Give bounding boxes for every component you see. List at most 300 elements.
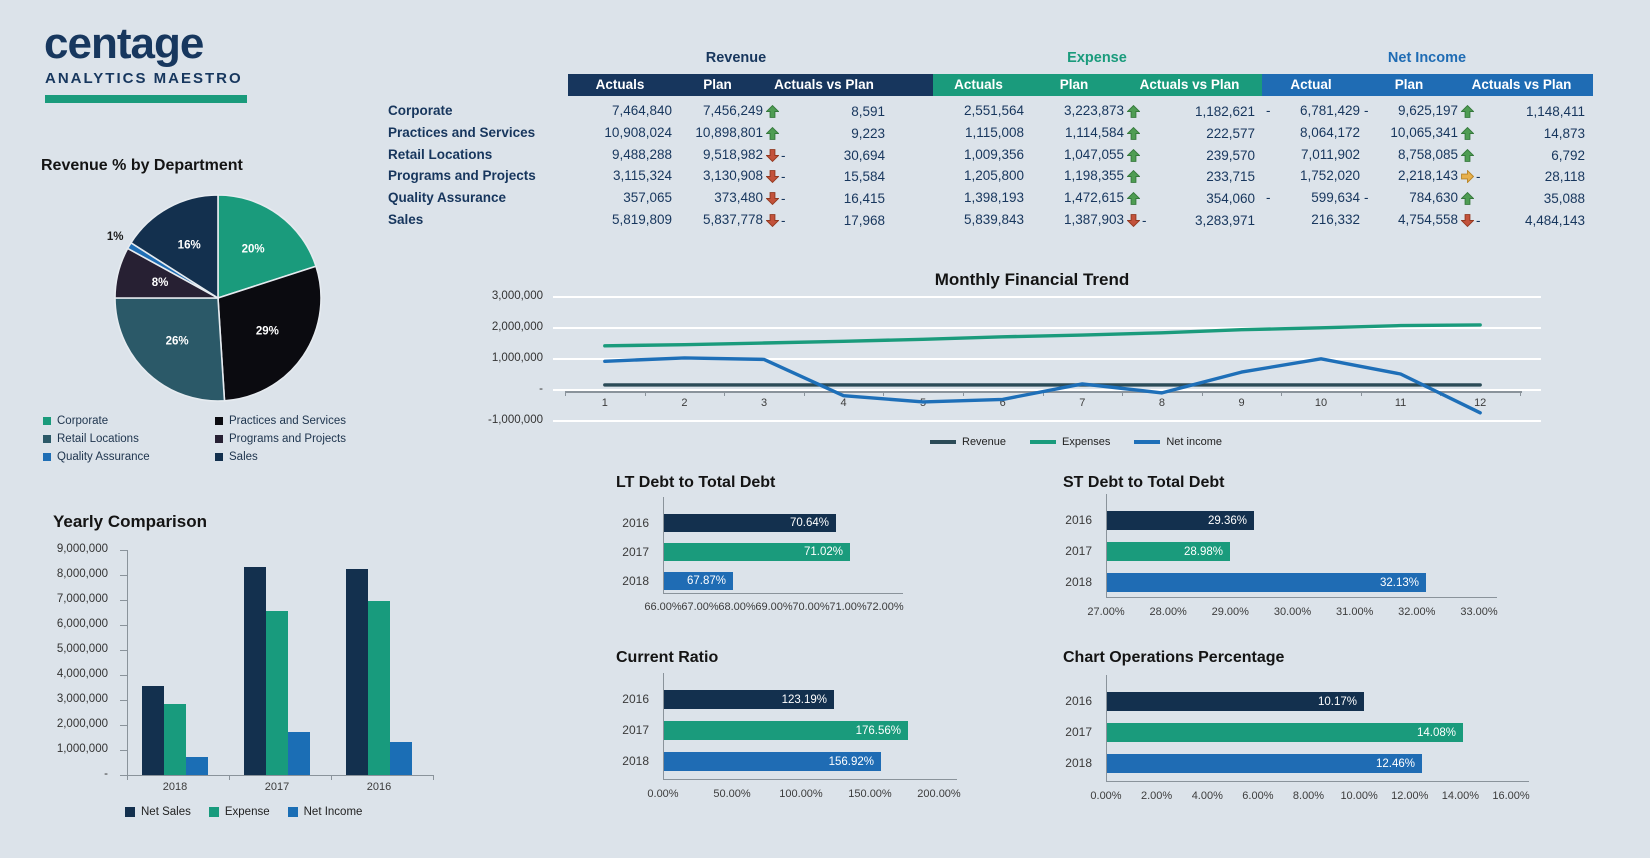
variance-value: 222,577 <box>1206 125 1255 141</box>
lt_debt_to_total_debt-year-label: 2017 <box>622 545 649 559</box>
x-axis-month-label: 8 <box>1158 397 1165 409</box>
pie-data-label: 8% <box>151 277 169 290</box>
legend-label: Sales <box>229 451 258 463</box>
legend-swatch <box>215 435 223 443</box>
lt_debt_to_total_debt-year-label: 2018 <box>622 574 649 588</box>
chart_operations_percentage-x-axis-tick-label: 2.00% <box>1140 790 1173 802</box>
actual-value: 1,205,800 <box>963 168 1024 183</box>
legend-line-swatch <box>1030 440 1056 444</box>
plan-value: 3,223,873 <box>1063 103 1124 118</box>
table-group-title-expense: Expense <box>1067 50 1127 66</box>
cell-actuals-vs-plan <box>766 209 885 231</box>
arrow-down-icon <box>766 170 779 183</box>
cell-actuals-vs-plan <box>1461 187 1585 209</box>
chart_operations_percentage-bar-2018 <box>1107 754 1422 773</box>
cell-actual <box>568 100 672 122</box>
variance-value: 8,591 <box>851 103 885 119</box>
variance-value: 6,792 <box>1551 147 1585 163</box>
arrow-up-icon <box>1461 105 1474 118</box>
cell-actual <box>933 100 1024 122</box>
bar-net-sales-2016 <box>346 569 368 775</box>
bar-expense-2016 <box>368 601 390 775</box>
lt_debt_to_total_debt-x-axis-tick-label: 66.00% <box>644 601 682 613</box>
variance-icon-wrap <box>766 214 781 227</box>
cell-plan <box>672 122 763 144</box>
plan-value: 1,114,584 <box>1064 125 1124 140</box>
variance-icon-wrap <box>1127 149 1142 162</box>
bar-data-label: 70.64% <box>789 517 829 529</box>
variance-value: 30,694 <box>843 147 885 163</box>
negative-sign: - <box>1266 190 1271 205</box>
arrow-down-icon <box>766 149 779 162</box>
bar-net-income-2018 <box>186 757 208 775</box>
negative-sign: - <box>1476 212 1481 228</box>
actual-value: 7,011,902 <box>1300 147 1360 162</box>
current-ratio-chart-title: Current Ratio <box>616 649 719 666</box>
st_debt_to_total_debt-x-axis-tick-label: 27.00% <box>1087 606 1125 618</box>
cell-actuals-vs-plan <box>1461 165 1585 187</box>
lt_debt_to_total_debt-x-axis-tick-label: 69.00% <box>755 601 793 613</box>
current_ratio-bar-2017 <box>664 721 908 740</box>
st_debt_to_total_debt-year-label: 2016 <box>1065 513 1092 527</box>
arrow-up-icon <box>766 127 779 140</box>
bar-expense-2017 <box>266 611 288 775</box>
cell-plan <box>1360 165 1458 187</box>
actual-value: 3,115,324 <box>612 168 672 183</box>
variance-icon-wrap <box>766 192 781 205</box>
lt_debt_to_total_debt-x-axis-tick-label: 72.00% <box>866 601 904 613</box>
x-axis-month-label: 2 <box>681 397 688 409</box>
chart_operations_percentage-x-axis-tick-label: 12.00% <box>1391 790 1429 802</box>
legend-label: Retail Locations <box>57 433 139 445</box>
cell-actuals-vs-plan <box>766 165 885 187</box>
st_debt_to_total_debt-x-axis-tick-label: 28.00% <box>1149 606 1187 618</box>
legend-swatch <box>43 435 51 443</box>
x-axis-tick <box>229 775 230 780</box>
y-axis-line <box>127 550 128 775</box>
cell-plan <box>672 144 763 166</box>
cell-plan <box>1360 144 1458 166</box>
actual-value: 5,819,809 <box>611 212 672 227</box>
current_ratio-x-axis-line <box>663 779 957 780</box>
cell-actual <box>933 165 1024 187</box>
pie-data-label: 16% <box>177 239 201 252</box>
negative-sign: - <box>1142 212 1147 228</box>
cell-plan <box>1024 122 1124 144</box>
arrow-up-icon <box>1127 192 1140 205</box>
arrow-up-icon <box>1127 149 1140 162</box>
bar-data-label: 32.13% <box>1379 576 1419 589</box>
cell-plan <box>1360 100 1458 122</box>
lt_debt_to_total_debt-year-label: 2016 <box>622 516 649 530</box>
cell-actual <box>933 122 1024 144</box>
plan-value: 9,625,197 <box>1397 103 1458 118</box>
current_ratio-year-label: 2018 <box>622 754 649 768</box>
cell-plan <box>1024 209 1124 231</box>
bar-data-label: 67.87% <box>686 575 726 587</box>
plan-value: 1,387,903 <box>1063 212 1124 227</box>
variance-icon-wrap <box>1461 214 1476 227</box>
column-header-plan: Plan <box>1394 77 1424 92</box>
plan-value: 5,837,778 <box>702 212 763 227</box>
negative-sign: - <box>1476 168 1481 184</box>
y-axis-tick-label: 2,000,000 <box>56 718 108 730</box>
variance-value: 17,968 <box>843 212 885 228</box>
variance-value: 1,148,411 <box>1525 103 1585 119</box>
variance-icon-wrap <box>1461 192 1476 205</box>
x-axis-month-label: 1 <box>601 397 608 409</box>
st_debt_to_total_debt-bar-2016 <box>1107 511 1254 530</box>
variance-icon-wrap <box>1127 170 1142 183</box>
st_debt_to_total_debt-x-axis-tick-label: 32.00% <box>1398 606 1436 618</box>
trend-legend-item <box>1134 436 1222 448</box>
pie-legend-item <box>215 415 346 427</box>
x-axis-tick <box>433 775 434 780</box>
x-axis-line <box>127 775 433 776</box>
plan-value: 4,754,558 <box>1397 212 1458 227</box>
cell-actuals-vs-plan <box>1127 122 1255 144</box>
y-axis-tick <box>120 725 127 726</box>
actual-value: 5,839,843 <box>963 212 1024 227</box>
y-axis-tick <box>120 775 127 776</box>
cell-actuals-vs-plan <box>766 187 885 209</box>
actual-value: 1,398,193 <box>963 190 1024 205</box>
variance-icon-wrap <box>766 170 781 183</box>
cell-plan <box>1024 144 1124 166</box>
y-axis-tick <box>120 625 127 626</box>
cell-plan <box>672 209 763 231</box>
current_ratio-x-axis-tick-label: 0.00% <box>647 788 679 800</box>
chart_operations_percentage-x-axis-tick-label: 10.00% <box>1340 790 1378 802</box>
negative-sign: - <box>781 190 786 206</box>
variance-icon-wrap <box>1461 149 1476 162</box>
plan-value: 7,456,249 <box>702 103 763 118</box>
chart_operations_percentage-x-axis-tick-label: 0.00% <box>1090 790 1122 802</box>
trend-series-expenses <box>605 325 1480 346</box>
actual-value: 9,488,288 <box>611 147 672 162</box>
variance-value: 354,060 <box>1206 190 1255 206</box>
negative-sign: - <box>781 147 786 163</box>
x-axis-tick <box>127 775 128 780</box>
actual-value: 216,332 <box>1311 212 1360 227</box>
cell-actual <box>568 187 672 209</box>
x-axis-month-label: 4 <box>840 397 847 409</box>
y-axis-tick-label: 7,000,000 <box>56 593 108 605</box>
column-header-actuals-vs-plan: Actuals vs Plan <box>1139 77 1240 92</box>
cell-actuals-vs-plan <box>1127 187 1255 209</box>
lt_debt_to_total_debt-x-axis-tick-label: 71.00% <box>829 601 867 613</box>
cell-actual <box>568 144 672 166</box>
legend-label: Net Income <box>303 806 363 818</box>
trend-legend-item <box>930 436 1006 448</box>
cell-actuals-vs-plan <box>1127 144 1255 166</box>
variance-icon-wrap <box>766 149 781 162</box>
cell-actuals-vs-plan <box>1127 209 1255 231</box>
pie-legend-item <box>43 415 108 427</box>
cell-actual <box>568 165 672 187</box>
lt_debt_to_total_debt-x-axis-line <box>663 593 903 594</box>
x-axis-month-label: 3 <box>760 397 768 409</box>
table-row-name: Retail Locations <box>388 147 493 162</box>
pie-data-label: 29% <box>255 325 279 338</box>
plan-value: 373,480 <box>714 190 763 205</box>
current_ratio-year-label: 2017 <box>622 723 649 737</box>
y-axis-tick-label: - <box>104 768 108 780</box>
pie-data-label: 26% <box>165 335 189 348</box>
cell-actual <box>1262 209 1360 231</box>
cell-actuals-vs-plan <box>1461 144 1585 166</box>
x-axis-month-label: 6 <box>999 397 1006 409</box>
bar-data-label: 71.02% <box>803 546 843 558</box>
chart_operations_percentage-bar-2017 <box>1107 723 1463 742</box>
legend-label: Net income <box>1166 436 1222 448</box>
pie-legend-item <box>215 433 346 445</box>
st_debt_to_total_debt-x-axis-tick-label: 31.00% <box>1336 606 1374 618</box>
actual-value: 2,551,564 <box>963 103 1024 118</box>
cell-actuals-vs-plan <box>1127 165 1255 187</box>
bar-net-income-2016 <box>390 742 412 775</box>
lt-debt-chart-title: LT Debt to Total Debt <box>616 474 776 491</box>
plan-value: 10,898,801 <box>695 125 763 140</box>
cell-actuals-vs-plan <box>766 144 885 166</box>
st_debt_to_total_debt-bar-2017 <box>1107 542 1230 561</box>
bar-data-label: 10.17% <box>1317 695 1357 708</box>
st_debt_to_total_debt-x-axis-tick-label: 30.00% <box>1273 606 1312 618</box>
y-axis-tick-label: 6,000,000 <box>56 618 108 630</box>
legend-label: Programs and Projects <box>229 433 346 445</box>
bar-expense-2018 <box>164 704 186 775</box>
legend-line-swatch <box>930 440 956 444</box>
y-axis-tick-label: 3,000,000 <box>491 289 543 302</box>
lt_debt_to_total_debt-bar-2018 <box>664 572 733 590</box>
negative-sign: - <box>1266 103 1271 118</box>
y-axis-tick-label: 3,000,000 <box>56 693 108 705</box>
lt_debt_to_total_debt-x-axis-tick-label: 67.00% <box>681 601 719 613</box>
y-axis-tick-label: 2,000,000 <box>491 320 543 333</box>
y-axis-tick <box>120 550 127 551</box>
cell-plan <box>1024 187 1124 209</box>
table-row-name: Quality Assurance <box>388 190 507 205</box>
st-debt-chart-title: ST Debt to Total Debt <box>1063 474 1225 491</box>
x-axis-month-label: 9 <box>1238 397 1245 409</box>
variance-icon-wrap <box>1127 105 1142 118</box>
plan-value: 1,047,055 <box>1063 147 1124 162</box>
brand-name: centage <box>44 19 204 68</box>
negative-sign: - <box>1364 103 1369 118</box>
legend-swatch <box>125 807 135 817</box>
plan-value: 784,630 <box>1409 190 1458 205</box>
arrow-up-icon <box>1127 105 1140 118</box>
cell-actuals-vs-plan <box>766 122 885 144</box>
bar-data-label: 123.19% <box>781 693 827 706</box>
x-axis-tick <box>331 775 332 780</box>
cell-actual <box>568 122 672 144</box>
arrow-up-icon <box>766 105 779 118</box>
pie-data-label: 20% <box>241 243 265 256</box>
chart_operations_percentage-x-axis-tick-label: 6.00% <box>1242 790 1274 802</box>
current_ratio-bar-2016 <box>664 690 834 709</box>
y-axis-tick <box>120 575 127 576</box>
cell-plan <box>1360 122 1458 144</box>
y-axis-tick-label: - <box>539 382 543 395</box>
legend-label: Expenses <box>1062 436 1111 448</box>
y-axis-tick <box>120 675 127 676</box>
x-axis-month-label: 12 <box>1474 397 1487 409</box>
table-row-name: Corporate <box>388 103 453 118</box>
chart_operations_percentage-bar-2016 <box>1107 692 1364 711</box>
cell-actuals-vs-plan <box>1127 100 1255 122</box>
y-axis-tick-label: -1,000,000 <box>488 413 543 426</box>
legend-label: Net Sales <box>141 806 191 818</box>
chart_operations_percentage-x-axis-tick-label: 8.00% <box>1292 790 1325 802</box>
st_debt_to_total_debt-x-axis-tick-label: 29.00% <box>1211 606 1249 618</box>
yearly-legend-item <box>209 806 270 818</box>
variance-icon-wrap <box>1127 214 1142 227</box>
bar-data-label: 12.46% <box>1375 757 1415 770</box>
brand-underline <box>45 95 247 103</box>
arrow-down-icon <box>1127 214 1140 227</box>
legend-swatch <box>288 807 298 817</box>
table-group-title-net-income: Net Income <box>1387 50 1467 66</box>
bar-data-label: 176.56% <box>855 724 901 737</box>
st_debt_to_total_debt-x-axis-tick-label: 33.00% <box>1460 606 1498 618</box>
pie-chart-title: Revenue % by Department <box>41 157 243 174</box>
variance-icon-wrap <box>1461 105 1476 118</box>
arrow-up-icon <box>1127 127 1140 140</box>
variance-value: 15,584 <box>843 168 885 184</box>
chart_operations_percentage-year-label: 2018 <box>1065 756 1092 770</box>
column-header-plan: Plan <box>703 77 732 92</box>
variance-value: 28,118 <box>1544 168 1585 184</box>
y-axis-tick <box>120 750 127 751</box>
current_ratio-x-axis-tick-label: 150.00% <box>848 788 892 800</box>
current_ratio-x-axis-tick-label: 100.00% <box>779 788 823 800</box>
st_debt_to_total_debt-x-axis-line <box>1106 597 1497 598</box>
table-row-name: Programs and Projects <box>388 168 536 183</box>
operations-chart-title: Chart Operations Percentage <box>1063 649 1285 666</box>
negative-sign: - <box>781 212 786 228</box>
trend-lines <box>550 275 1550 435</box>
lt_debt_to_total_debt-x-axis-tick-label: 68.00% <box>718 601 756 613</box>
pie-legend-item <box>43 451 150 463</box>
chart_operations_percentage-x-axis-tick-label: 14.00% <box>1441 790 1480 802</box>
trend-legend <box>930 436 1222 448</box>
variance-icon-wrap <box>1461 170 1476 183</box>
bar-net-sales-2017 <box>244 567 266 775</box>
actual-value: 599,634 <box>1311 190 1360 205</box>
pie-chart <box>106 192 324 404</box>
cell-actual <box>568 209 672 231</box>
bar-data-label: 156.92% <box>828 755 874 768</box>
chart_operations_percentage-x-axis-tick-label: 16.00% <box>1492 790 1530 802</box>
column-header-plan: Plan <box>1059 77 1089 92</box>
y-axis-tick-label: 5,000,000 <box>56 643 108 655</box>
table-row-name: Practices and Services <box>388 125 536 140</box>
table-row-name: Sales <box>388 212 424 227</box>
cell-plan <box>672 187 763 209</box>
x-axis-category-label: 2017 <box>264 781 290 793</box>
st_debt_to_total_debt-year-label: 2017 <box>1065 544 1092 558</box>
current_ratio-x-axis-tick-label: 200.00% <box>917 788 961 800</box>
column-header-actuals-vs-plan: Actuals vs Plan <box>774 77 874 92</box>
yearly-legend-item <box>125 806 191 818</box>
arrow-down-icon <box>766 214 779 227</box>
arrow-down-icon <box>766 192 779 205</box>
yearly-legend <box>125 806 362 818</box>
plan-value: 1,472,615 <box>1063 190 1124 205</box>
cell-actuals-vs-plan <box>1461 122 1585 144</box>
plan-value: 8,758,085 <box>1397 147 1458 162</box>
legend-swatch <box>43 453 51 461</box>
cell-plan <box>1024 100 1124 122</box>
variance-value: 233,715 <box>1206 168 1255 184</box>
variance-value: 16,415 <box>843 190 885 206</box>
pie-legend-item <box>43 433 139 445</box>
cell-plan <box>672 165 763 187</box>
actual-value: 6,781,429 <box>1299 103 1360 118</box>
bar-data-label: 28.98% <box>1183 545 1223 558</box>
variance-icon-wrap <box>766 105 781 118</box>
plan-value: 10,065,341 <box>1390 125 1458 140</box>
current_ratio-x-axis-tick-label: 50.00% <box>713 788 751 800</box>
legend-label: Revenue <box>962 436 1007 448</box>
chart_operations_percentage-year-label: 2017 <box>1065 725 1092 739</box>
cell-actual <box>1262 187 1360 209</box>
legend-label: Expense <box>224 806 270 818</box>
arrow-up-icon <box>1461 127 1474 140</box>
yearly-chart-title: Yearly Comparison <box>53 512 208 531</box>
cell-actual <box>1262 122 1360 144</box>
variance-value: 239,570 <box>1206 147 1255 163</box>
x-axis-category-label: 2016 <box>366 781 392 793</box>
cell-plan <box>1360 209 1458 231</box>
negative-sign: - <box>781 168 786 184</box>
bar-net-income-2017 <box>288 732 310 775</box>
brand-tagline: ANALYTICS MAESTRO <box>45 70 243 87</box>
column-header-actual: Actual <box>1290 77 1332 92</box>
x-axis-month-label: 10 <box>1314 397 1328 409</box>
actual-value: 357,065 <box>623 190 672 205</box>
chart_operations_percentage-x-axis-line <box>1106 781 1529 782</box>
pie-data-label: 1% <box>106 231 124 244</box>
x-axis-category-label: 2018 <box>162 781 188 793</box>
variance-value: 3,283,971 <box>1194 212 1255 228</box>
pie-slice-retail-locations <box>115 298 225 401</box>
current_ratio-bar-2018 <box>664 752 881 771</box>
variance-icon-wrap <box>1127 127 1142 140</box>
lt_debt_to_total_debt-x-axis-tick-label: 70.00% <box>792 601 830 613</box>
trend-legend-item <box>1030 436 1110 448</box>
legend-label: Practices and Services <box>229 415 346 427</box>
arrow-right-icon <box>1461 170 1474 183</box>
centage-logo <box>38 19 253 110</box>
cell-actual <box>1262 100 1360 122</box>
cell-actual <box>933 144 1024 166</box>
current_ratio-year-label: 2016 <box>622 692 649 706</box>
y-axis-tick-label: 8,000,000 <box>56 568 108 580</box>
x-axis-month-label: 11 <box>1394 397 1407 409</box>
cell-actual <box>1262 144 1360 166</box>
trend-chart-title: Monthly Financial Trend <box>934 270 1130 289</box>
actual-value: 1,752,020 <box>1299 168 1360 183</box>
cell-actual <box>933 187 1024 209</box>
st_debt_to_total_debt-year-label: 2018 <box>1065 575 1092 589</box>
yearly-legend-item <box>288 806 363 818</box>
legend-line-swatch <box>1134 440 1160 444</box>
actual-value: 10,908,024 <box>604 125 672 140</box>
cell-actuals-vs-plan <box>1461 100 1585 122</box>
column-header-actuals: Actuals <box>954 77 1003 92</box>
